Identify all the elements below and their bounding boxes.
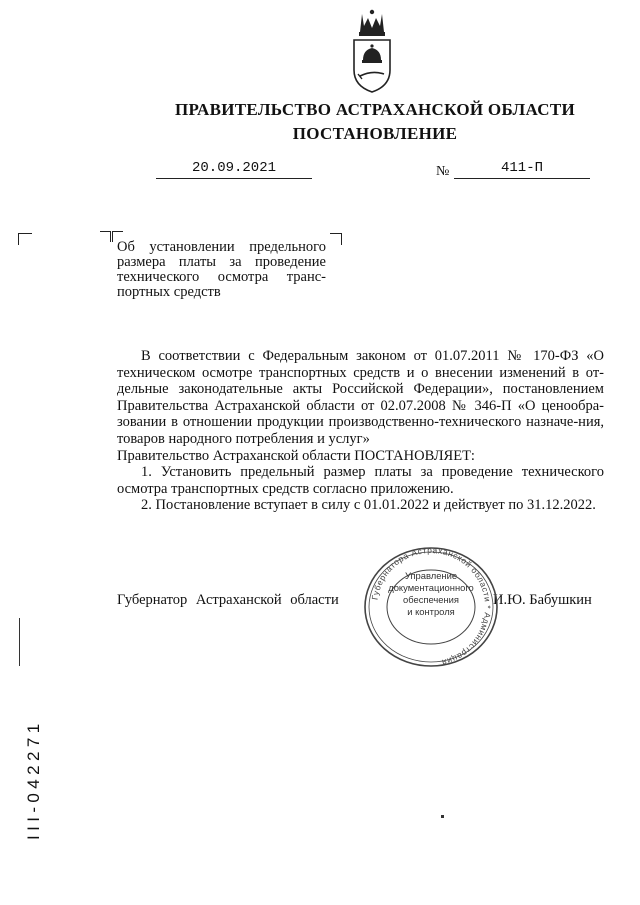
item-1-paragraph: 1. Установить предельный размер платы за проведение технического осмотра транспортных средств согласно приложению.: [117, 464, 604, 497]
decree-line: Правительство Астраханской области ПОСТАНОВЛЯЕТ:: [117, 447, 475, 464]
preamble-paragraph: В соответствии с Федеральным законом от 01.07.2011 № 170-ФЗ «О техническом осмотре транспортных средств и о внесении изменений в от-дельные законодательные акты Российской Федерации», постановлением Правительства Астраханской области от 02.07.2008 № 346-П «О ценообра-зовании в отношении продукции производственно-технического назначе-ния, товаров народного потребления и услуг»: [117, 348, 604, 447]
corner-mark: [18, 233, 32, 245]
document-subject: Об установлении предельного размера платы за проведение технического осмотра транс-портных средств: [117, 239, 326, 300]
number-label: №: [436, 164, 450, 179]
document-body: [117, 348, 604, 514]
document-number: 411-П: [454, 160, 590, 179]
signatory-name: И.Ю. Бабушкин: [493, 592, 592, 608]
stamp-line: Управление: [404, 570, 458, 581]
margin-line: [19, 618, 20, 666]
stamp-line: и контроля: [407, 606, 455, 617]
document-type-title: ПОСТАНОВЛЕНИЕ: [292, 124, 458, 143]
stamp-line: обеспечения: [403, 594, 459, 605]
signatory-position: Губернатор Астраханской области: [117, 592, 339, 608]
document-date: 20.09.2021: [156, 160, 312, 179]
stamp-inner-text: [384, 570, 478, 618]
svg-text:Губернатора Астраханской облас: Губернатора Астраханской области * Администрация: [369, 544, 494, 668]
coat-of-arms-emblem: [344, 8, 400, 96]
stamp-line: документационного: [388, 582, 474, 593]
corner-mark: [100, 231, 111, 242]
government-title: ПРАВИТЕЛЬСТВО АСТРАХАНСКОЙ ОБЛАСТИ: [175, 100, 575, 119]
registration-code: III-042271: [24, 719, 43, 840]
item-2-paragraph: 2. Постановление вступает в силу с 01.01.2022 и действует по 31.12.2022.: [141, 497, 596, 514]
corner-mark: [330, 233, 342, 245]
scan-speck: [441, 815, 444, 818]
